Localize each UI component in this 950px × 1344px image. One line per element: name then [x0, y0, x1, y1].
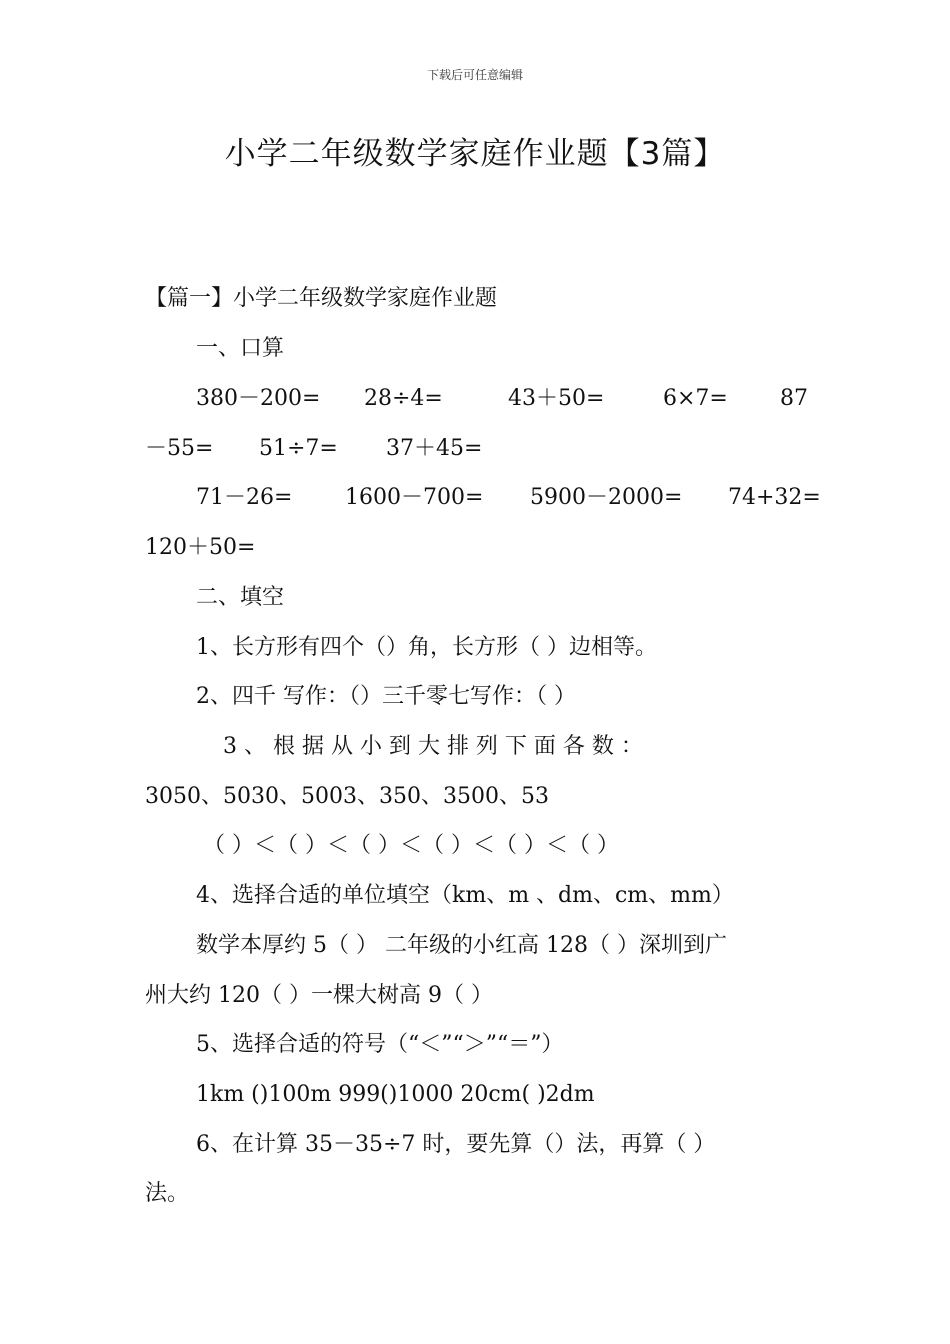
question-6-end: 法。 — [145, 1181, 190, 1206]
question-5-items: 1km ()100m 999()1000 20cm( )2dm — [196, 1082, 595, 1107]
calc-item: 74+32= — [728, 485, 821, 510]
calc-item: －55= — [145, 436, 214, 461]
part1-heading: 一、口算 — [196, 336, 285, 361]
calc-item: 51÷7= — [259, 436, 338, 461]
question-3: 3 、 根 据 从 小 到 大 排 列 下 面 各 数 ： — [223, 734, 643, 759]
calc-item: 120＋50= — [145, 535, 256, 560]
calc-item: 87 — [780, 386, 808, 411]
calc-item: 6×7= — [663, 386, 728, 411]
calc-item: 37＋45= — [386, 436, 483, 461]
question-3-numbers: 3050、5030、5003、350、3500、53 — [145, 784, 549, 809]
calc-item: 28÷4= — [364, 386, 443, 411]
question-2: 2、四千 写作：（）三千零七写作：（ ） — [196, 684, 576, 709]
part2-heading: 二、填空 — [196, 585, 285, 610]
question-3-blanks: （ ）＜（ ）＜（ ）＜（ ）＜（ ）＜（ ） — [203, 833, 619, 858]
section-title: 【篇一】小学二年级数学家庭作业题 — [145, 286, 498, 311]
calc-item: 43＋50= — [508, 386, 605, 411]
calc-item: 1600－700= — [345, 485, 484, 510]
calc-item: 380－200= — [196, 386, 321, 411]
document-title: 小学二年级数学家庭作业题【3篇】 — [224, 136, 726, 172]
page-header: 下载后可任意编辑 — [426, 68, 523, 82]
calc-item: 71－26= — [196, 485, 293, 510]
question-4: 4、选择合适的单位填空（km、m 、dm、cm、mm） — [196, 883, 734, 908]
question-1: 1、长方形有四个（）角，长方形（ ）边相等。 — [196, 635, 657, 660]
calc-item: 5900－2000= — [530, 485, 683, 510]
question-5: 5、选择合适的符号（“＜”“＞”“＝”） — [196, 1032, 564, 1057]
question-6: 6、在计算 35－35÷7 时，要先算（）法，再算（ ） — [196, 1132, 716, 1157]
question-4-line-2: 州大约 120（ ）一棵大树高 9（ ） — [145, 983, 493, 1008]
question-4-line-1: 数学本厚约 5（ ） 二年级的小红高 128（ ）深圳到广 — [196, 933, 727, 958]
